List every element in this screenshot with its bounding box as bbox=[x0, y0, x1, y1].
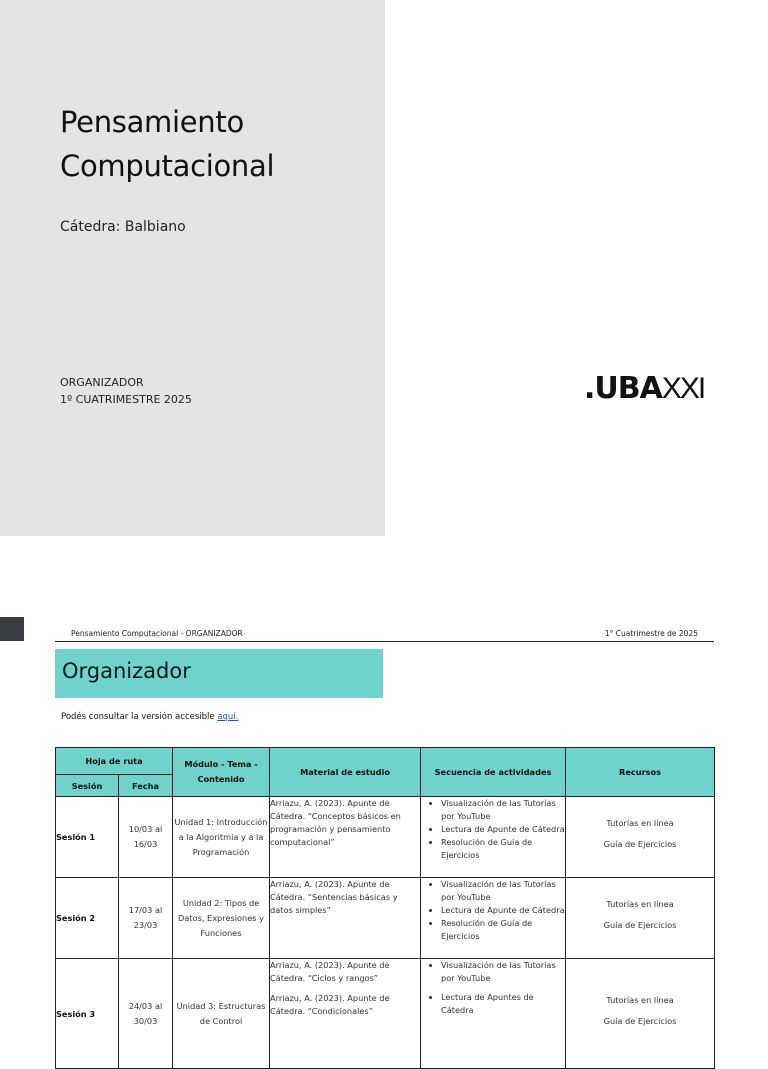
resource-item: Guía de Ejercicios bbox=[603, 839, 677, 849]
resources-cell bbox=[566, 797, 715, 878]
material-reference: Arriazu, A. (2023). Apunte de Cátedra. “Ciclos y rangos” bbox=[270, 960, 390, 983]
header-secuencia: Secuencia de actividades bbox=[421, 748, 566, 797]
header-fecha: Fecha bbox=[119, 775, 173, 797]
logo-uba-text: .UBA bbox=[584, 371, 662, 406]
header-sesion: Sesión bbox=[56, 775, 119, 797]
header-modulo: Módulo - Tema - Contenido bbox=[173, 748, 270, 797]
resource-item: Guía de Ejercicios bbox=[603, 920, 677, 930]
section-title: Organizador bbox=[62, 659, 191, 683]
cover-panel bbox=[0, 0, 385, 536]
resource-item: Tutorías en línea bbox=[606, 818, 674, 828]
module-cell: Unidad 2: Tipos de Datos, Expresiones y Funciones bbox=[173, 878, 270, 959]
running-header-title: Pensamiento Computacional - ORGANIZADOR bbox=[71, 629, 243, 638]
cover-organizer-label bbox=[60, 374, 192, 408]
cover-organizer-line-1: ORGANIZADOR bbox=[60, 376, 144, 389]
module-cell: Unidad 1: Introducción a la Algoritmia y a la Programación bbox=[173, 797, 270, 878]
activity-item: • Lectura de Apuntes de Cátedra bbox=[441, 991, 565, 1017]
material-reference: Arriazu, A. (2023). Apunte de Cátedra. “Sentencias básicas y datos simples” bbox=[270, 879, 398, 915]
uba-xxi-logo bbox=[584, 369, 704, 409]
activities-cell bbox=[421, 797, 566, 878]
resources-cell bbox=[566, 959, 715, 1069]
date-cell: 24/03 al 30/03 bbox=[119, 959, 173, 1069]
table-row bbox=[56, 959, 715, 1069]
resource-item: Tutorías en línea bbox=[606, 899, 674, 909]
resources-cell bbox=[566, 878, 715, 959]
activities-cell bbox=[421, 878, 566, 959]
material-cell bbox=[270, 959, 421, 1069]
activities-list bbox=[421, 878, 565, 943]
accessible-version-note bbox=[61, 712, 238, 722]
session-cell: Sesión 2 bbox=[56, 878, 119, 959]
header-material: Material de estudio bbox=[270, 748, 421, 797]
activity-item: • Visualización de las Tutorías por YouTube bbox=[441, 797, 565, 823]
material-reference: Arriazu, A. (2023). Apunte de Cátedra. “Conceptos básicos en programación y pensamiento computacional” bbox=[270, 798, 401, 847]
page-thumbnail-marker bbox=[0, 617, 24, 641]
section-banner bbox=[55, 649, 383, 698]
session-cell: Sesión 3 bbox=[56, 959, 119, 1069]
activity-item: • Resolución de Guía de Ejercicios bbox=[441, 917, 565, 943]
activities-list bbox=[421, 959, 565, 1017]
module-cell: Unidad 3: Estructuras de Control bbox=[173, 959, 270, 1069]
material-cell bbox=[270, 797, 421, 878]
header-recursos: Recursos bbox=[566, 748, 715, 797]
material-reference: Arriazu, A. (2023). Apunte de Cátedra. “Condicionales” bbox=[270, 993, 390, 1016]
date-cell: 10/03 al 16/03 bbox=[119, 797, 173, 878]
cover-organizer-line-2: 1º CUATRIMESTRE 2025 bbox=[60, 393, 192, 406]
date-cell: 17/03 al 23/03 bbox=[119, 878, 173, 959]
organizer-table bbox=[55, 747, 715, 1069]
cover-title-line-1: Pensamiento bbox=[60, 105, 244, 139]
activity-item: • Visualización de las Tutorías por YouTube bbox=[441, 878, 565, 904]
activities-list bbox=[421, 797, 565, 862]
activity-item: • Resolución de Guía de Ejercicios bbox=[441, 836, 565, 862]
accessible-version-link[interactable]: aquí. bbox=[217, 712, 239, 722]
running-header-term: 1° Cuatrimestre de 2025 bbox=[604, 629, 698, 638]
cover-title-line-2: Computacional bbox=[60, 149, 275, 183]
running-header bbox=[55, 629, 714, 642]
activity-item: • Lectura de Apunte de Cátedra bbox=[441, 823, 565, 836]
logo-xxi-text: XXI bbox=[661, 372, 705, 405]
resource-item: Guía de Ejercicios bbox=[603, 1015, 677, 1026]
cover-catedra: Cátedra: Balbiano bbox=[60, 219, 186, 235]
header-hoja-de-ruta: Hoja de ruta bbox=[56, 748, 173, 775]
cover-title bbox=[60, 100, 274, 188]
table-row bbox=[56, 797, 715, 878]
accessible-note-text: Podés consultar la versión accesible bbox=[61, 712, 218, 722]
activity-item: • Lectura de Apunte de Cátedra bbox=[441, 904, 565, 917]
material-cell bbox=[270, 878, 421, 959]
session-cell: Sesión 1 bbox=[56, 797, 119, 878]
resource-item: Tutorías en línea bbox=[606, 994, 674, 1005]
activities-cell bbox=[421, 959, 566, 1069]
table-row bbox=[56, 878, 715, 959]
activity-item: • Visualización de las Tutorías por YouTube bbox=[441, 959, 565, 985]
